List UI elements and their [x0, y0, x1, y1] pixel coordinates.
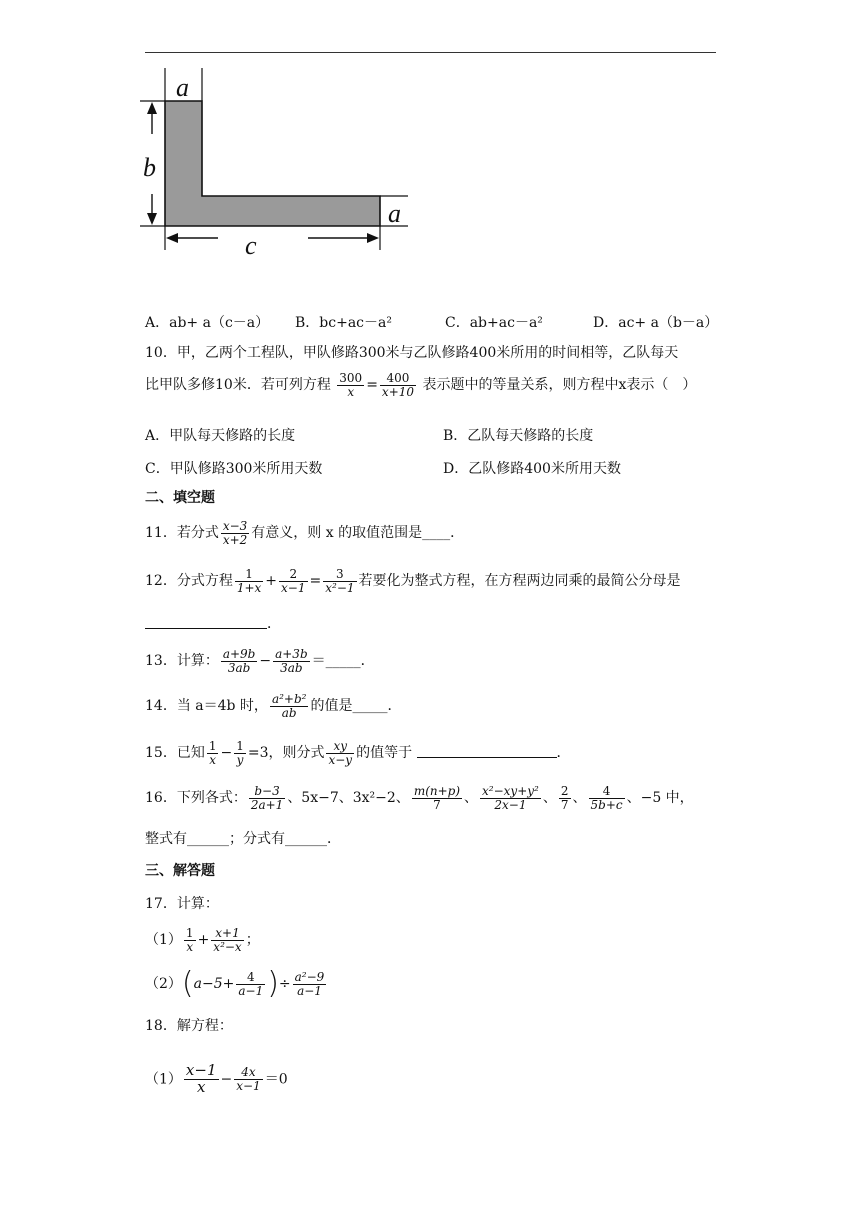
q15-blank[interactable] [417, 745, 557, 758]
q16: 16．下列各式： $\frac{b-3}{2a+1}$ 、5x−7、3x²−2、 $\frac{m(n+p)}{7}$ 、 $\frac{\text{x²−xy+y²}}{2x-1}$ 、 $\frac{2}{7}$ 、 $\frac{4}{5b+c}$ 、−5 中， [145, 784, 694, 812]
q12: 12．分式方程 $\frac{1}{1+x}$ + $\frac{2}{x-1}$ = $\frac{3}{\text{x²−1}}$ 若要化为整式方程，在方程两边同乘的最简公分母是 [145, 567, 681, 595]
q13: 13．计算： $\frac{a+9b}{3ab}$ − $\frac{a+3b}{3ab}$ ＝_____． [145, 647, 375, 675]
q17-part1: （1） $\frac{1}{x}$ + $\frac{x+1}{\text{x²−x}}$ ； [145, 926, 260, 954]
label-c: c [245, 231, 257, 260]
q15: 15．已知 $\frac{1}{x}$ − $\frac{1}{y}$ =3，则分式 $\frac{xy}{x-y}$ 的值等于 ． [145, 739, 571, 767]
header-rule [145, 52, 716, 53]
q16-line2: 整式有______；分式有______． [145, 831, 341, 847]
q10-line1: 10．甲，乙两个工程队，甲队修路300米与乙队修路400米所用的时间相等，乙队每天 [145, 345, 679, 361]
q10-option-d: D．乙队修路400米所用天数 [443, 461, 621, 477]
l-shape-figure [140, 68, 420, 263]
label-a-right: a [388, 199, 401, 228]
q18-title: 18．解方程： [145, 1018, 233, 1034]
section-heading-fill-in: 二、填空题 [145, 490, 215, 506]
q18-part1: （1） $\frac{x-1}{x}$ − $\frac{4x}{x-1}$ ＝0 [145, 1061, 288, 1096]
q10-option-a: A．甲队每天修路的长度 [145, 428, 296, 444]
q9-option-a: A．ab+ a（c－a） [145, 315, 270, 331]
label-a-top: a [176, 73, 189, 102]
q9-option-d: D．ac+ a（b－a） [593, 315, 719, 331]
q11: 11．若分式 $\frac{x-3}{x+2}$ 有意义，则 x 的取值范围是____． [145, 519, 465, 547]
section-heading-solve: 三、解答题 [145, 863, 215, 879]
q9-option-c: C．ab+ac－a² [445, 315, 543, 331]
q14: 14．当 a＝4b 时， $\frac{\text{a²+b²}}{ab}$ 的值是_____． [145, 692, 402, 720]
label-b: b [143, 153, 156, 182]
q17-title: 17．计算： [145, 896, 219, 912]
q10-option-c: C．甲队修路300米所用天数 [145, 461, 323, 477]
q10-fraction-1: $\frac{300}{x}$ [339, 371, 363, 399]
q11-fraction: $\frac{x-3}{x+2}$ [222, 519, 248, 547]
q10-fraction-2: $\frac{400}{x+10}$ [381, 371, 415, 399]
q12-answer-line: ． [145, 616, 281, 631]
q12-blank[interactable] [145, 616, 267, 629]
q9-option-b: B．bc+ac－a² [295, 315, 392, 331]
q10-option-b: B．乙队每天修路的长度 [443, 428, 594, 444]
q17-part2: （2）(a−5+ $\frac{4}{a-1}$ )÷ $\frac{\text{a²−9}}{a-1}$ [145, 966, 325, 1001]
q10-line2: 比甲队多修10米．若可列方程 $\frac{300}{x}$ = $\frac{400}{x+10}$ 表示题中的等量关系，则方程中x表示（ ） [145, 371, 697, 399]
